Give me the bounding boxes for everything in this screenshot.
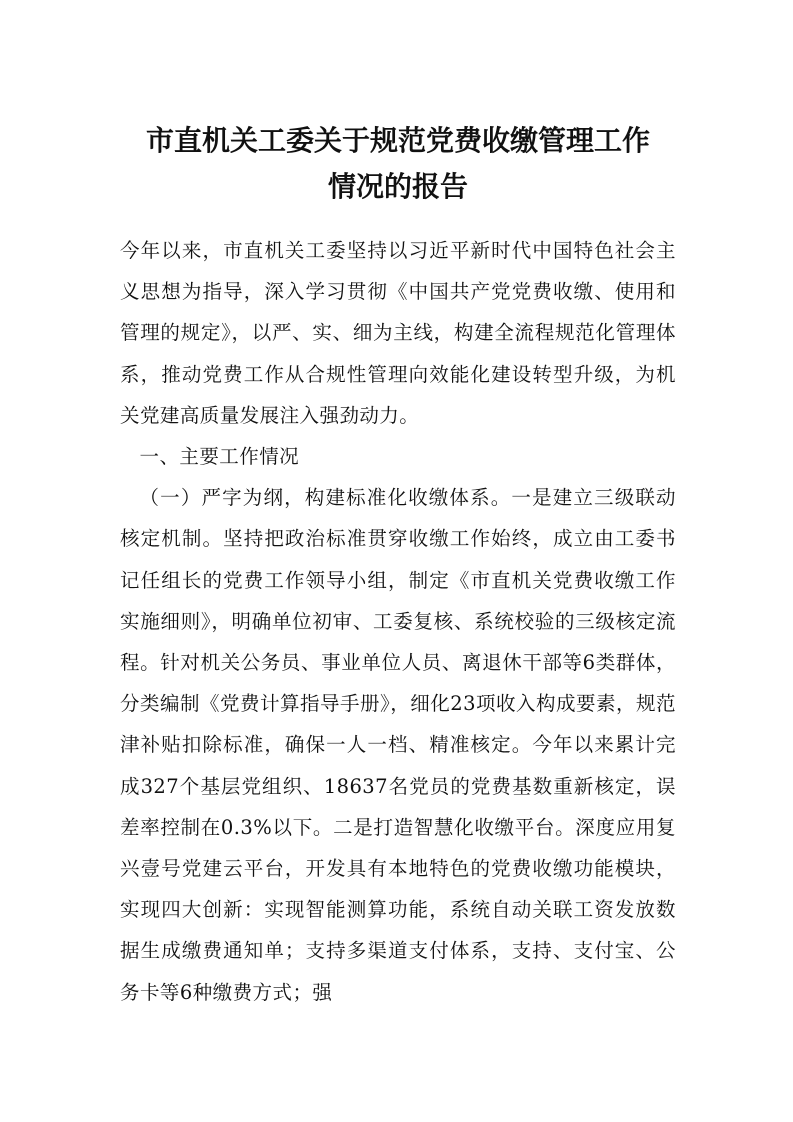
document-body xyxy=(120,230,676,1013)
section-paragraph-standardized-collection: （一）严字为纲，构建标准化收缴体系。一是建立三级联动核定机制。坚持把政治标准贯穿收缴工作始终，成立由工委书记任组长的党费工作领导小组，制定《市直机关党费收缴工作实施细则》，明确单位初审、工委复核、系统校验的三级核定流程。针对机关公务员、事业单位人员、离退休干部等6类群体，分类编制《党费计算指导手册》，细化23项收入构成要素，规范津补贴扣除标准，确保一人一档、精准核定。今年以来累计完成327个基层党组织、18637名党员的党费基数重新核定，误差率控制在0.3%以下。二是打造智慧化收缴平台。深度应用复兴壹号党建云平台，开发具有本地特色的党费收缴功能模块，实现四大创新：实现智能测算功能，系统自动关联工资发放数据生成缴费通知单；支持多渠道支付体系，支持、支付宝、公务卡等6种缴费方式；强 xyxy=(120,486,676,1004)
title-line-2: 情况的报告 xyxy=(327,170,468,203)
intro-paragraph: 今年以来，市直机关工委坚持以习近平新时代中国特色社会主义思想为指导，深入学习贯彻《中国共产党党费收缴、使用和管理的规定》，以严、实、细为主线，构建全流程规范化管理体系，推动党费工作从合规性管理向效能化建设转型升级，为机关党建高质量发展注入强劲动力。 xyxy=(120,239,676,427)
document-title xyxy=(120,118,676,210)
title-line-1: 市直机关工委关于规范党费收缴管理工作 xyxy=(145,124,650,157)
document-page xyxy=(120,118,676,1013)
section-heading-main-work: 一、主要工作情况 xyxy=(139,445,300,469)
